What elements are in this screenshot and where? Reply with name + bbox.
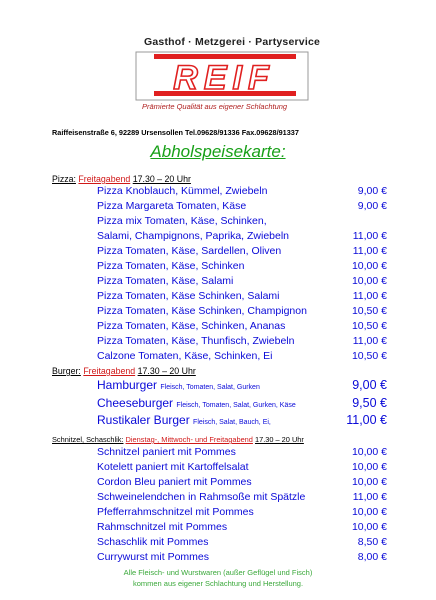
- item-price: 10,00 €: [351, 506, 387, 518]
- item-name: Pfefferrahmschnitzel mit Pommes: [97, 506, 254, 518]
- item-name: Salami, Champignons, Paprika, Zwiebeln: [97, 230, 290, 242]
- item-name: Kotelett paniert mit Kartoffelsalat: [97, 461, 249, 473]
- menu-item: [97, 335, 387, 347]
- menu-item: [97, 521, 387, 533]
- item-name: Rustikaler Burger: [97, 413, 190, 427]
- item-name: Cheeseburger: [97, 396, 174, 410]
- item-name: Pizza Knoblauch, Kümmel, Zwiebeln: [97, 185, 268, 197]
- item-price: 11,00 €: [352, 290, 387, 302]
- item-price: 10,50 €: [351, 350, 387, 362]
- section-day: Freitagabend: [83, 366, 136, 376]
- item-price: 10,00 €: [351, 260, 387, 272]
- item-price: 10,00 €: [351, 275, 387, 287]
- item-name: Pizza Tomaten, Käse, Schinken: [97, 260, 245, 272]
- item-price: 8,00 €: [357, 551, 387, 563]
- section-label: Burger:: [52, 366, 81, 376]
- item-name: Schaschlik mit Pommes: [97, 536, 209, 548]
- item-detail: Fleisch, Salat, Bauch, Ei,: [193, 419, 271, 426]
- item-name: Pizza Margareta Tomaten, Käse: [97, 200, 247, 212]
- item-price: 9,00 €: [357, 185, 387, 197]
- item-name: Calzone Tomaten, Käse, Schinken, Ei: [97, 350, 273, 362]
- footer-line-1: Alle Fleisch- und Wurstwaren (außer Geflügel und Fisch): [123, 568, 313, 577]
- menu-item: [97, 230, 387, 242]
- menu-item: [97, 446, 387, 458]
- menu-item: [97, 185, 387, 197]
- item-name: Schnitzel paniert mit Pommes: [97, 446, 236, 458]
- logo-word: REIF: [173, 59, 275, 97]
- item-name: Cordon Bleu paniert mit Pommes: [97, 476, 252, 488]
- address-line: Raiffeisenstraße 6, 92289 Ursensollen Tel.09628/91336 Fax.09628/91337: [52, 128, 299, 137]
- section-day: Freitagabend: [78, 174, 131, 184]
- section-header-burger: [52, 366, 196, 376]
- menu-item: [97, 290, 387, 302]
- section-header-schnitzel: [52, 435, 304, 444]
- menu-item: [97, 260, 387, 272]
- section-label: Schnitzel, Schaschlik:: [52, 435, 124, 444]
- item-name: Schweinelendchen in Rahmsoße mit Spätzle: [97, 491, 306, 503]
- restaurant-logo: [134, 34, 321, 118]
- section-time: 17.30 – 20 Uhr: [132, 174, 191, 184]
- item-name: Rahmschnitzel mit Pommes: [97, 521, 228, 533]
- menu-item: [97, 536, 387, 548]
- section-header-pizza: [52, 174, 191, 184]
- item-price: 10,00 €: [351, 446, 387, 458]
- menu-item: [97, 396, 387, 410]
- item-detail: Fleisch, Tomaten, Salat, Gurken: [160, 384, 260, 391]
- menu-item: [97, 305, 387, 317]
- item-name: Hamburger: [97, 378, 158, 392]
- item-name: Pizza Tomaten, Käse, Sardellen, Oliven: [97, 245, 282, 257]
- section-time: 17.30 – 20 Uhr: [254, 435, 304, 444]
- item-price: 9,00 €: [352, 378, 387, 392]
- menu-item: [97, 461, 387, 473]
- menu-item: [97, 551, 387, 563]
- item-detail: Fleisch, Tomaten, Salat, Gurken, Käse: [176, 402, 296, 409]
- menu-item: [97, 506, 387, 518]
- item-name: Pizza Tomaten, Käse, Thunfisch, Zwiebeln: [97, 335, 295, 347]
- item-price: 9,00 €: [357, 200, 387, 212]
- section-time: 17.30 – 20 Uhr: [137, 366, 196, 376]
- menu-item: [97, 378, 387, 392]
- item-name: Currywurst mit Pommes: [97, 551, 210, 563]
- menu-item: [97, 476, 387, 488]
- item-name: Pizza Tomaten, Käse, Salami: [97, 275, 234, 287]
- item-name: Pizza Tomaten, Käse, Schinken, Ananas: [97, 320, 286, 332]
- section-day: Dienstag-, Mittwoch- und Freitagabend: [125, 435, 253, 444]
- menu-item: [97, 245, 387, 257]
- item-price: 10,50 €: [351, 305, 387, 317]
- item-price: 11,00 €: [352, 491, 387, 503]
- menu-item: [97, 413, 387, 427]
- logo-graphic: [134, 48, 310, 104]
- menu-item: [97, 320, 387, 332]
- item-name: Pizza mix Tomaten, Käse, Schinken,: [97, 215, 267, 227]
- item-price: 10,00 €: [351, 476, 387, 488]
- item-price: 11,00 €: [352, 335, 387, 347]
- item-name: Pizza Tomaten, Käse Schinken, Salami: [97, 290, 280, 302]
- menu-item: [97, 200, 387, 212]
- logo-top-line: Gasthof · Metzgerei · Partyservice: [144, 36, 321, 48]
- menu-item: [97, 350, 387, 362]
- item-price: 11,00 €: [352, 230, 387, 242]
- logo-tagline: Prämierte Qualität aus eigener Schlachtung: [142, 102, 288, 111]
- item-price: 11,00 €: [352, 245, 387, 257]
- footer-note: [0, 567, 436, 589]
- item-price: 10,50 €: [351, 320, 387, 332]
- menu-item: [97, 275, 387, 287]
- page-title: Abholspeisekarte:: [150, 142, 286, 161]
- section-label: Pizza:: [52, 174, 76, 184]
- item-price: 11,00 €: [346, 413, 387, 427]
- item-name: Pizza Tomaten, Käse Schinken, Champignon: [97, 305, 307, 317]
- item-price: 10,00 €: [351, 521, 387, 533]
- item-price: 10,00 €: [351, 461, 387, 473]
- footer-line-2: kommen aus eigener Schlachtung und Herstellung.: [132, 579, 304, 588]
- item-price: 9,50 €: [352, 396, 387, 410]
- item-price: 8,50 €: [357, 536, 387, 548]
- menu-item: [97, 491, 387, 503]
- menu-item: [97, 215, 387, 227]
